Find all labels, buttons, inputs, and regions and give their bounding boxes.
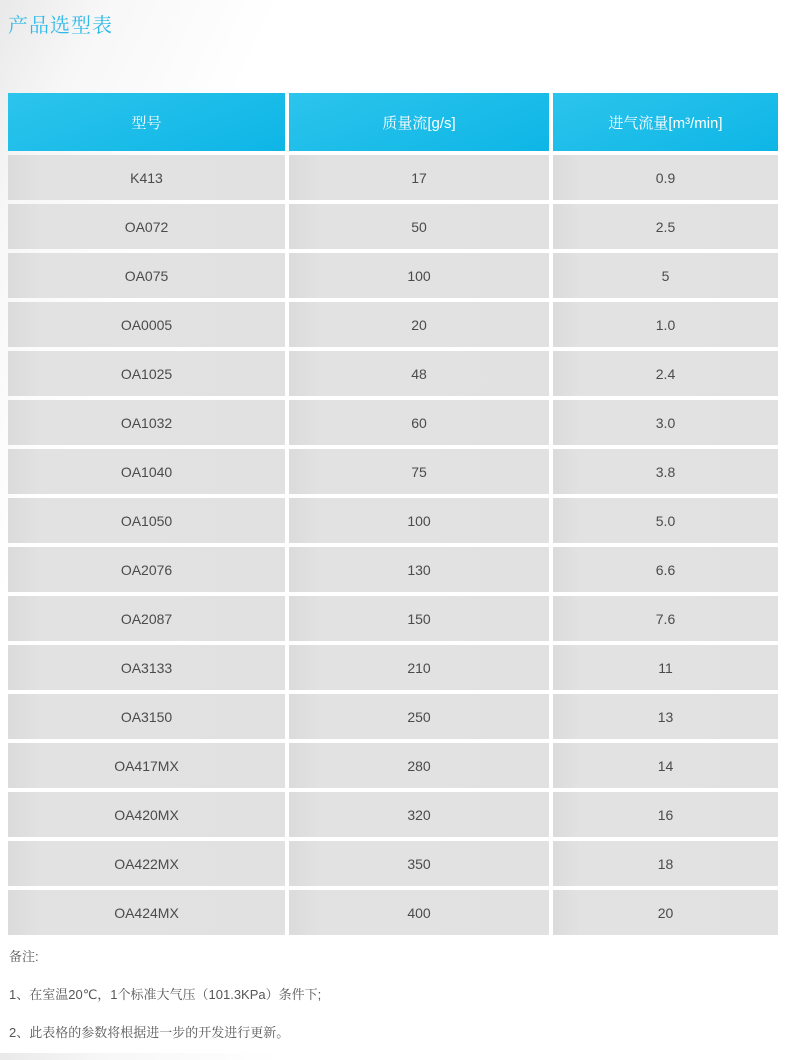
cell-mass-flow: 60 bbox=[289, 400, 549, 445]
cell-intake-flow: 14 bbox=[553, 743, 778, 788]
cell-intake-flow: 2.5 bbox=[553, 204, 778, 249]
cell-model: OA422MX bbox=[8, 841, 285, 886]
table-row bbox=[8, 792, 778, 837]
cell-mass-flow: 130 bbox=[289, 547, 549, 592]
table-row bbox=[8, 890, 778, 935]
cell-mass-flow: 48 bbox=[289, 351, 549, 396]
table-row bbox=[8, 498, 778, 543]
cell-mass-flow: 17 bbox=[289, 155, 549, 200]
notes-section bbox=[9, 946, 769, 1060]
cell-intake-flow: 11 bbox=[553, 645, 778, 690]
cell-intake-flow: 5 bbox=[553, 253, 778, 298]
table-row bbox=[8, 449, 778, 494]
cell-model: OA1025 bbox=[8, 351, 285, 396]
table-row bbox=[8, 547, 778, 592]
cell-model: OA072 bbox=[8, 204, 285, 249]
cell-mass-flow: 350 bbox=[289, 841, 549, 886]
cell-intake-flow: 20 bbox=[553, 890, 778, 935]
cell-mass-flow: 100 bbox=[289, 498, 549, 543]
cell-intake-flow: 18 bbox=[553, 841, 778, 886]
cell-intake-flow: 7.6 bbox=[553, 596, 778, 641]
page-title: 产品选型表 bbox=[8, 15, 113, 37]
cell-model: K413 bbox=[8, 155, 285, 200]
note-line: 1、在室温20℃，1个标准大气压（101.3KPa）条件下; bbox=[9, 987, 322, 1002]
cell-model: OA075 bbox=[8, 253, 285, 298]
table-body bbox=[8, 155, 778, 935]
cell-mass-flow: 210 bbox=[289, 645, 549, 690]
cell-intake-flow: 6.6 bbox=[553, 547, 778, 592]
cell-mass-flow: 100 bbox=[289, 253, 549, 298]
cell-mass-flow: 320 bbox=[289, 792, 549, 837]
table-row bbox=[8, 204, 778, 249]
cell-intake-flow: 5.0 bbox=[553, 498, 778, 543]
column-header-model: 型号 bbox=[8, 93, 285, 151]
cell-mass-flow: 20 bbox=[289, 302, 549, 347]
cell-intake-flow: 13 bbox=[553, 694, 778, 739]
cell-model: OA2087 bbox=[8, 596, 285, 641]
cell-intake-flow: 0.9 bbox=[553, 155, 778, 200]
table-row bbox=[8, 743, 778, 788]
note-line: 2、此表格的参数将根据进一步的开发进行更新。 bbox=[9, 1025, 290, 1040]
notes-heading: 备注: bbox=[9, 949, 39, 964]
cell-model: OA0005 bbox=[8, 302, 285, 347]
cell-model: OA417MX bbox=[8, 743, 285, 788]
cell-model: OA1050 bbox=[8, 498, 285, 543]
cell-model: OA1032 bbox=[8, 400, 285, 445]
cell-intake-flow: 1.0 bbox=[553, 302, 778, 347]
table-header-row bbox=[8, 93, 778, 151]
table-row bbox=[8, 694, 778, 739]
table-row bbox=[8, 596, 778, 641]
cell-model: OA2076 bbox=[8, 547, 285, 592]
cell-intake-flow: 16 bbox=[553, 792, 778, 837]
cell-mass-flow: 280 bbox=[289, 743, 549, 788]
table-row bbox=[8, 841, 778, 886]
cell-mass-flow: 150 bbox=[289, 596, 549, 641]
cell-mass-flow: 250 bbox=[289, 694, 549, 739]
cell-mass-flow: 75 bbox=[289, 449, 549, 494]
cell-model: OA1040 bbox=[8, 449, 285, 494]
cell-model: OA420MX bbox=[8, 792, 285, 837]
cell-intake-flow: 2.4 bbox=[553, 351, 778, 396]
product-selection-table bbox=[8, 93, 778, 939]
column-header-mass-flow: 质量流[g/s] bbox=[289, 93, 549, 151]
cell-model: OA424MX bbox=[8, 890, 285, 935]
cell-intake-flow: 3.0 bbox=[553, 400, 778, 445]
table-row bbox=[8, 155, 778, 200]
table-row bbox=[8, 351, 778, 396]
cell-model: OA3133 bbox=[8, 645, 285, 690]
table-row bbox=[8, 253, 778, 298]
cell-model: OA3150 bbox=[8, 694, 285, 739]
table-row bbox=[8, 302, 778, 347]
cell-mass-flow: 400 bbox=[289, 890, 549, 935]
cell-mass-flow: 50 bbox=[289, 204, 549, 249]
column-header-intake-flow: 进气流量[m³/min] bbox=[553, 93, 778, 151]
cell-intake-flow: 3.8 bbox=[553, 449, 778, 494]
table-row bbox=[8, 400, 778, 445]
table-row bbox=[8, 645, 778, 690]
